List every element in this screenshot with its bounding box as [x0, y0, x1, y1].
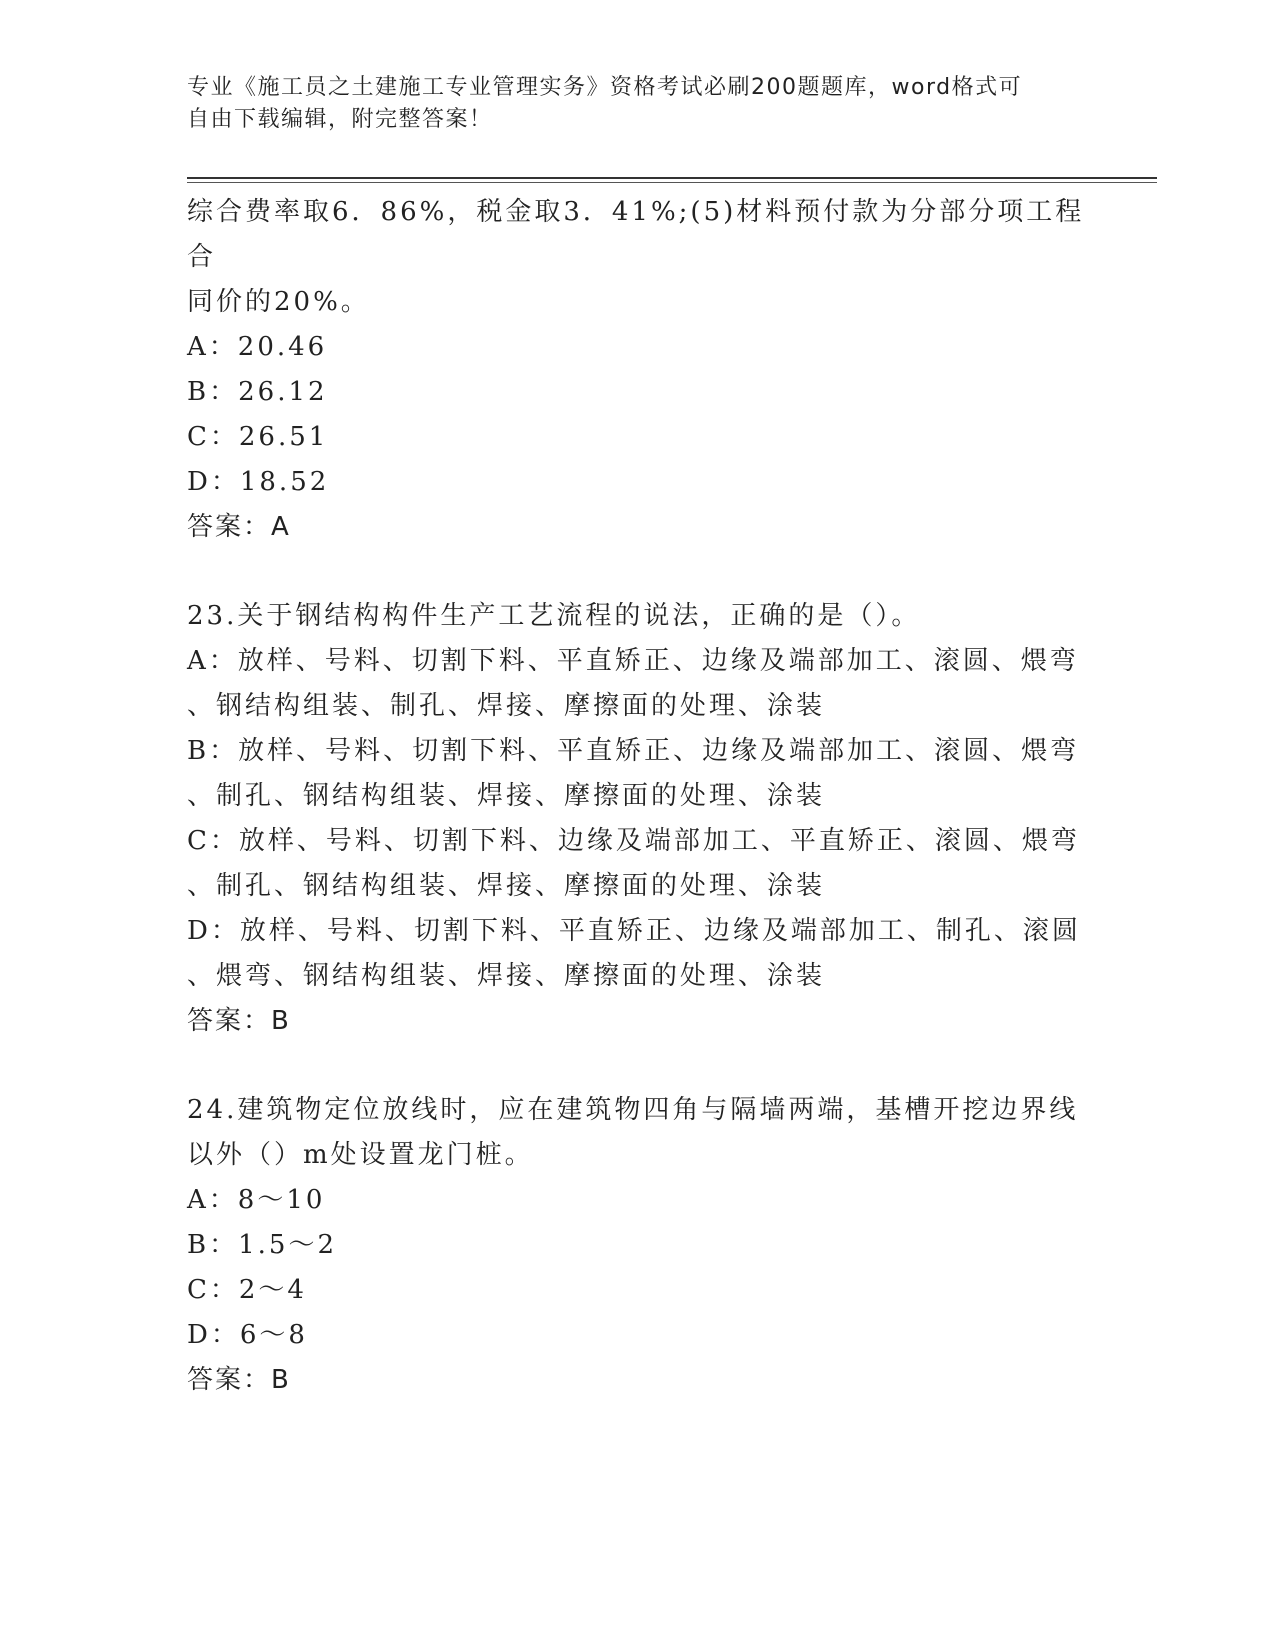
question-23-option-d-line-1: D：放样、号料、切割下料、平直矫正、边缘及端部加工、制孔、滚圆 — [187, 916, 1081, 946]
question-24-answer: 答案：B — [187, 1365, 291, 1395]
question-22-option-c: C：26.51 — [187, 422, 329, 452]
question-24-option-c: C：2～4 — [187, 1275, 307, 1305]
question-23-option-c-line-1: C：放样、号料、切割下料、边缘及端部加工、平直矫正、滚圆、煨弯 — [187, 826, 1080, 856]
header-title-line-1: 专业《施工员之土建施工专业管理实务》资格考试必刷200题题库，word格式可 — [187, 75, 1023, 100]
spacer — [187, 1044, 1087, 1088]
question-22-text-line-1: 综合费率取6．86%，税金取3．41%;(5)材料预付款为分部分项工程合 — [187, 197, 1085, 272]
question-24-stem-line-2: 以外（）m处设置龙门桩。 — [187, 1140, 534, 1170]
question-24-option-d: D：6～8 — [187, 1320, 308, 1350]
question-22 — [187, 190, 1087, 550]
header-divider-thin — [187, 182, 1157, 183]
question-23-option-a-line-1: A：放样、号料、切割下料、平直矫正、边缘及端部加工、滚圆、煨弯 — [187, 646, 1079, 676]
header-title-line-2: 自由下载编辑，附完整答案！ — [187, 107, 493, 132]
question-22-option-d: D：18.52 — [187, 467, 330, 497]
question-23-option-b-line-2: 、制孔、钢结构组装、焊接、摩擦面的处理、涂装 — [187, 781, 826, 811]
question-24 — [187, 1088, 1087, 1403]
question-24-option-a: A：8～10 — [187, 1185, 326, 1215]
question-22-text-line-2: 同价的20%。 — [187, 287, 370, 317]
question-24-stem-line-1: 24.建筑物定位放线时，应在建筑物四角与隔墙两端，基槽开挖边界线 — [187, 1095, 1079, 1125]
question-22-answer: 答案：A — [187, 512, 291, 542]
question-23-option-c-line-2: 、制孔、钢结构组装、焊接、摩擦面的处理、涂装 — [187, 871, 826, 901]
spacer — [187, 550, 1087, 594]
question-23-option-d-line-2: 、煨弯、钢结构组装、焊接、摩擦面的处理、涂装 — [187, 961, 826, 991]
document-body — [187, 190, 1087, 1403]
question-23-answer: 答案：B — [187, 1006, 291, 1036]
header-divider-thick — [187, 177, 1157, 179]
question-23-option-b-line-1: B：放样、号料、切割下料、平直矫正、边缘及端部加工、滚圆、煨弯 — [187, 736, 1080, 766]
page-header — [187, 72, 1087, 136]
question-24-option-b: B：1.5～2 — [187, 1230, 337, 1260]
question-22-option-a: A：20.46 — [187, 332, 328, 362]
question-22-option-b: B：26.12 — [187, 377, 328, 407]
question-23-option-a-line-2: 、钢结构组装、制孔、焊接、摩擦面的处理、涂装 — [187, 691, 826, 721]
question-23-stem: 23.关于钢结构构件生产工艺流程的说法，正确的是（）。 — [187, 601, 921, 631]
question-23 — [187, 594, 1087, 1044]
